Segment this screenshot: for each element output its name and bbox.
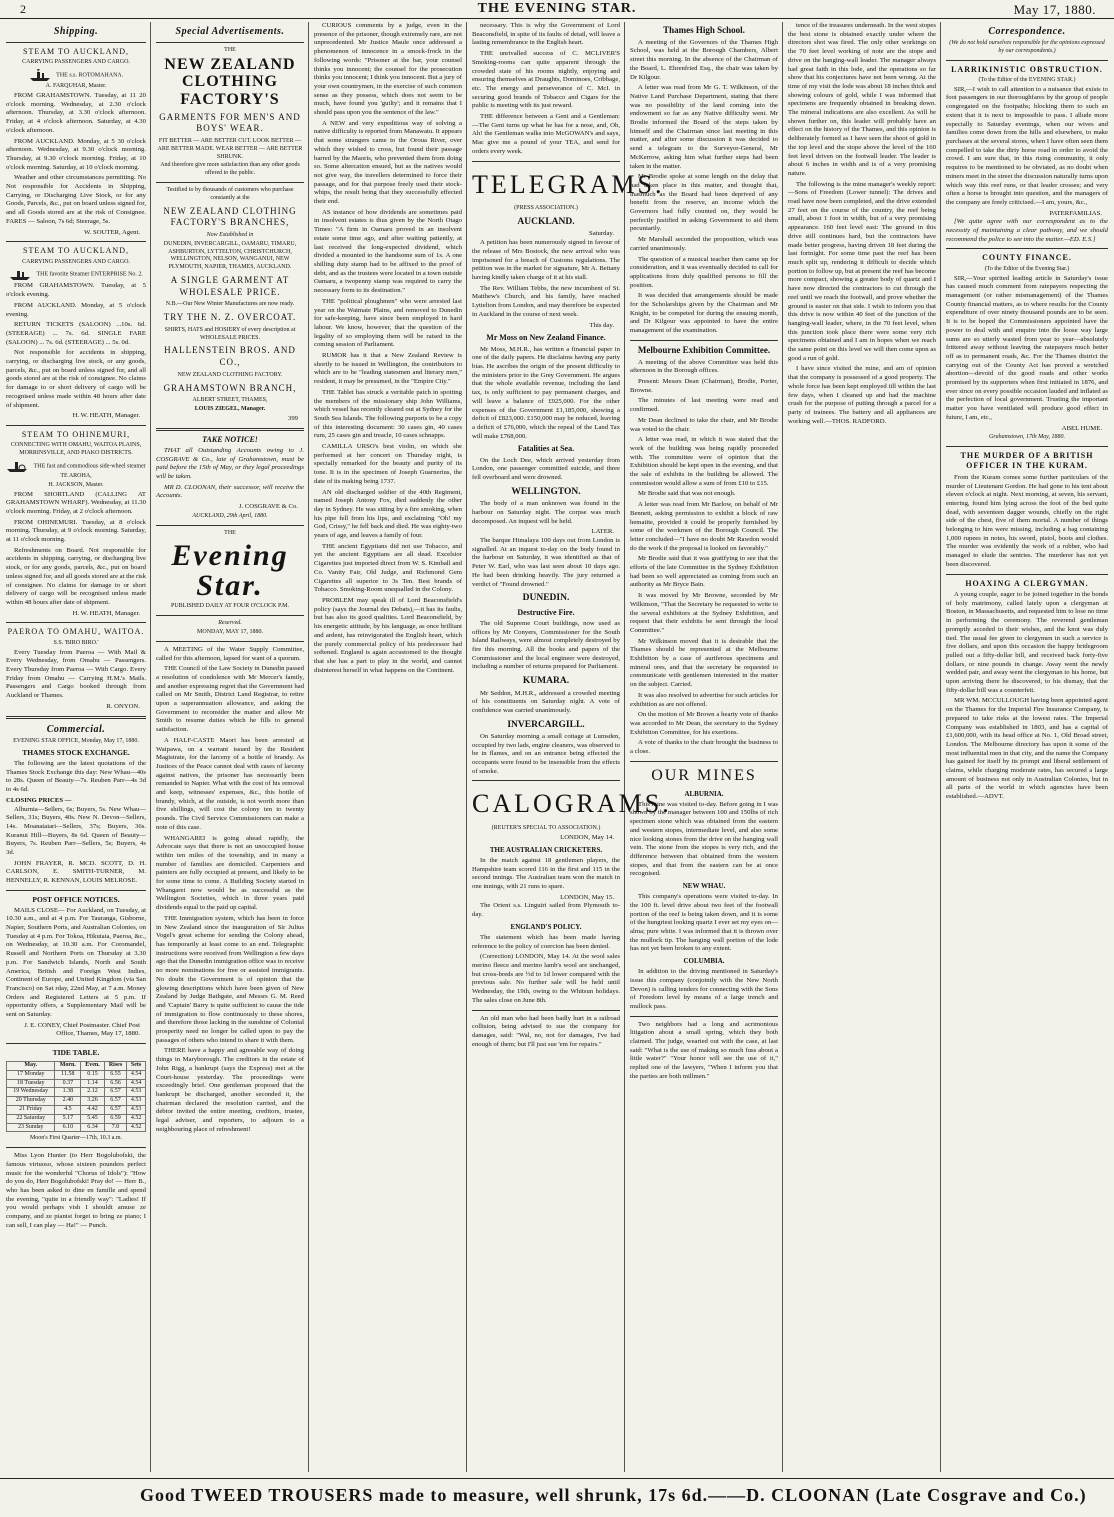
ad-text: ALBERT STREET, THAMES, xyxy=(192,397,268,404)
column-advertisements xyxy=(156,22,304,1470)
closing-prices: Alburnia—Sellers, 6s; Buyers, 5s. New Whau—Sellers, 31s; Buyers, 40s. New N. Devon—Sellers, 14s. Moanataiari—Sellers, 37s; Buyers, 36s. Kuranui Hill—Buyers, 8s 6d. Queen of Beauty—Buyers, 7s. Reuben Parr—Sellers, 5s; Buyers, 4s 3d. xyxy=(6,805,146,857)
dateline: LONDON, May 15. xyxy=(560,893,614,901)
news-paragraph: tence of the treasures underneath. In the west stopes the best stone is obtained exactly under where the directors shot was fired. The only other workings on the 70 feet level working of note are the stope and drive on the hanging-wall leader. The manager always had great faith in this lode, and the operations so far show that his conjectures have not been wrong. At the time of my visit the lode was about 18 inches thick and showing colours of gold, while I was informed that specimens are frequently obtained in breaking down. The mineral indications are also excellent. As will be shown further on, this leader will probably have an effect on the history of the Thames, and this opinion is deliberately formed as I have seen the shoot of gold in the top level and the stope above the level of the 160 feet level driven on the footwall leader. The leader is about 6 inches in width and is of a very promising nature. xyxy=(788,22,936,177)
ad-text: NEW ZEALAND CLOTHING FACTORY. xyxy=(177,371,283,378)
letter-heading: COUNTY FINANCE. xyxy=(982,253,1072,263)
dateline: This day. xyxy=(589,321,614,329)
news-paragraph: Mr Brodie spoke at some length on the delay that had taken place in this matter, and thought that, inasmuch as the Board had been deprived of any benefit from the reserve, an income which the Governors had fully counted on, they would be perfectly justified in asking Government to aid them pecuniarily. xyxy=(630,173,778,233)
tide-col-header: Sets xyxy=(127,1061,146,1070)
ad-branches: NEW ZEALAND CLOTHING FACTORY'S BRANCHES, xyxy=(163,205,297,228)
ship-ad-master: A. FARQUHAR, Master. xyxy=(45,83,107,90)
tide-cell: 17 Monday xyxy=(7,1070,55,1079)
ship-schedule: Every Tuesday from Paeroa — With Mail & Every Wednesday, from Omahu — Passengers. Every Thursday from Paeroa — With Cargo. Every Friday from Omahu — Carrying H.M.'s Mails. Passengers and Cargo booked through from Auckland or Thames. xyxy=(6,648,146,700)
tide-cell: 4.53 xyxy=(127,1088,146,1097)
column-rule xyxy=(624,22,625,1472)
letter-sign: PATERFAMILIAS. xyxy=(1049,209,1102,217)
news-paragraph: A meeting of the Governors of the Thames High School, was held at the Borough Chambers, Albert street this morning. In the absence of the Chairman of the Board, L. Ehrenfried Esq., the chair was taken by Dr Kilgour. xyxy=(630,38,778,81)
tide-cell: 20 Thursday xyxy=(7,1097,55,1106)
ship-agent: H. W. HEATH, Manager. xyxy=(72,609,140,617)
tide-cell: 1.14 xyxy=(81,1079,105,1088)
news-paragraph: It was moved by Mr Browne, seconded by Mr Wilkinson, "That the Secretary be requested to write to the several exhibitors at the Sydney Exhibition, and request that their exhibits be sent through the local Committee." xyxy=(630,592,778,634)
news-paragraph: Two neighbors had a long and acrimonious litigation about a small spring, which they both claimed. The judge, wearied out with the case, at last said: "What is the use of making so much fuss about a little water?" "Your honor will see the use of it," replied one of the lawyers, "When I inform you that the parties are both millmen." xyxy=(630,1020,778,1080)
press-association: (PRESS ASSOCIATION.) xyxy=(514,205,578,212)
sub-heading: Fatalities at Sea. xyxy=(517,444,575,454)
news-paragraph: On the Loch Dee, which arrived yesterday from London, one passenger committed suicide, and three fell overboard and were drowned. xyxy=(472,456,620,482)
tide-cell: 6.57 xyxy=(104,1097,126,1106)
news-paragraph: THE Immigration system, which has been in force in New Zealand since the inauguration of Sir Julius Vogel's great scheme for sending the Colony ahead, has temporarily at least come to an end. Telegraphic instructions were received from Wellington a few days ago that the Dunedin immigration office was to receive no more nominations for free or assisted immigrants. No doubt the Government is of opinion that the glowing descriptions which have been given of New Zealand by Judge Bathgate, and Messrs G. M. Reed and 'Captain' Barry is quite sufficient to cause the tide of immigration to flow continuously to these shores, and therefore those lacking in the sunshine of Colonial prosperity need no longer be called upon to pay the passages of others who intend to share it with them. xyxy=(156,914,304,1044)
steamship-icon xyxy=(29,68,51,82)
advertorial: MR WM. MCCULLOUGH having been appointed agent on the Thames for the Imperial Fire Insurance Company, is prepared to take risks at the lowest rates. The Imperial Company was established in 1803, and has a capital of £1,600,000, with its head office at No. 1, Old Broad street, London. The Melbourne directory has upon it some of the most influential men in that city, and the name the Company has gained for itself by its prompt and liberal settlement of claims, while charging moderate rates, has secured a large amount of business not only in Australian Colonies, but in all parts of the world in which agencies have been established.—ADVT. xyxy=(946,697,1108,801)
divider xyxy=(6,1043,146,1044)
ad-hallenstein: HALLENSTEIN BROS. AND CO., xyxy=(164,345,296,368)
divider xyxy=(156,525,304,526)
broker-list: JOHN FRAYER, R. MCD. SCOTT, D. H. CARLSON, E. SMITH-TURNER, M. HENNELLY, R. KENNAN, LOUIS MELROSE. xyxy=(6,859,146,885)
tide-cell: 6.55 xyxy=(104,1070,126,1079)
tide-cell: 18 Tuesday xyxy=(7,1079,55,1088)
news-paragraph: Present: Messrs Dean (Chairman), Brodie, Porter, Browne. xyxy=(630,377,778,394)
place-heading: KUMARA. xyxy=(522,676,570,687)
news-paragraph: A meeting of the above Committee was held this afternoon in the Borough offices. xyxy=(630,358,778,375)
ship-agent: W. SOUTER, Agent. xyxy=(83,228,140,236)
news-paragraph: A young couple, eager to be joined together in the bonds of holy matrimony, called lately upon a clergyman at Boston, in Massachusetts, and requested him to lose no time in performing the ceremony. The reverend gentleman promptly acceded to their wishes, and the knot was duly tied. The usual fee given to clergymen in such a service is five dollars, and upon this occasion the happy bridegroom pulled out a fifty-dollar bill, and received back forty-five dollars, or nine pounds in change. Away went the newly wedded pair, and away went the clergyman to his home, but upon arriving there he discovered, to his dismay, that the fifty-dollar bill was a counterfeit. xyxy=(946,590,1108,694)
telegrams-heading: TELEGRAMS. xyxy=(472,169,665,199)
tide-col-header: Even. xyxy=(81,1061,105,1070)
tide-cell: 6.59 xyxy=(104,1114,126,1123)
place-heading: AUCKLAND. xyxy=(517,217,575,228)
divider xyxy=(156,641,304,642)
place-heading: WELLINGTON. xyxy=(511,486,581,497)
news-paragraph: THE "political ploughmen" who were arrested last year on the Waimate Plains, and removed to Dunedin for safe-keeping, have since been employed in hard labour. We know, however, that the question of the legality of so employing them will be raised in the coming session of Parliament. xyxy=(314,297,462,349)
divider xyxy=(6,890,146,891)
tide-cell: 22 Saturday xyxy=(7,1114,55,1123)
news-paragraph: The Orient s.s. Linguiri sailed from Plymouth to-day. xyxy=(472,902,620,919)
column-rule xyxy=(308,22,309,1472)
ad-manager: LOUIS ZIEGEL, Manager. xyxy=(194,406,266,412)
place-heading: INVERCARGILL. xyxy=(507,719,585,730)
news-paragraph: WHANGAREI is going ahead rapidly, the Advocate says that there is not an unoccupied house within ten miles of the township, and in many a number of families are domiciled. Carpenters and painters are fully occupied at present, and likely to be for some time to come. A Building Society started in Whangarei now would be as successful as the Wellington Societies, which in three years paid dividends equal to the paid up capital. xyxy=(156,834,304,912)
ad-towns: DUNEDIN, INVERCARGILL, OAMARU, TIMARU, ASHBURTON, LYTTELTON, CHRISTCHURCH, WELLINGTON, NELSON, WANGANUI, NEW PLYMOUTH, NAPIER, THAMES, AUCKLAND. xyxy=(163,240,297,271)
column-mines-cont xyxy=(788,22,936,1470)
tide-table-row xyxy=(7,1070,146,1079)
news-paragraph: It was decided that arrangements should be made for the Scholarships given by the Chairman and Mr Knight, to be competed for during the ensuing month, and Dr Kilgour was appointed to have the entire management of the examination. xyxy=(630,292,778,335)
news-paragraph: RUMOR has it that a New Zealand Review is shortly to be issued in Wellington, the contributors to which are to be "leading statesmen and literary men," resident, it may be presumed, in the "Empire City." xyxy=(314,352,462,386)
ship-ad-master: H. JACKSON, Master. xyxy=(48,481,104,488)
divider xyxy=(156,615,304,616)
ad-text: And therefore give more satisfaction than any other goods offered to the public. xyxy=(160,162,300,177)
sub-heading: Destructive Fire. xyxy=(517,607,575,617)
ship-agent: H. W. HEATH, Manager. xyxy=(72,412,140,420)
letter-body: SIR,—I wish to call attention to a nuisance that exists to foot passengers in our thoroughfares by the group of people congregated on the footpaths; blocking them to such an extent that it is next to impossible to pass. I allude more especially to Saturday evenings, when our wives and families come down from the hills and elsewhere, to make purchases at the several stores, when I have often seen them compelled to take the dirty horse road in order to avoid the crowd. I am sure that, in this rising community, it only requires to be mentioned to be obviated, as no doubt when miners meet in the street the discussion naturally turns upon which way this reef runs, or that leader crosses; and very often a horse is brought into question, and the managers of the company are freely criticised.—I am, yours, &c., xyxy=(946,85,1108,206)
ship-agent: R. ONYON. xyxy=(106,702,140,710)
punch-anecdote: Miss Lyon Hunter (to Herr Bogolubofski, the famous virtuoso, whose sixteen pounders perfect music for the wonderful "Chorus of Idols"): "How do you do, Herr Bogolubofski! Pray do! — Herr B., who has been asked to dine en famille and spend the evening, "quite in a friendly way": "Ladies! If you would perhaps vish I shouldt amuse ze company, and ze pianist forget to bring ze piano; I can sell, I can play — Ha!" — Punch. xyxy=(6,1152,146,1229)
ship-ad-subtitle: CARRYING PASSENGERS AND CARGO. xyxy=(22,59,130,66)
ad-subtitle: GARMENTS FOR MEN'S AND BOYS' WEAR. xyxy=(159,111,301,134)
steamship-icon xyxy=(9,267,31,281)
divider xyxy=(472,1010,620,1011)
mine-heading: ALBURNIA. xyxy=(684,789,724,798)
ad-features: FIT BETTER — ARE BETTER CUT. LOOK BETTER — ARE BETTER MADE. WEAR BETTER — ARE BETTER SHRUNK. xyxy=(157,137,303,160)
news-paragraph: The Rev. William Tebbs, the new incumbent of St. Matthew's Church, and his family, have reached Lyttelton from London, and may therefore be expected in Auckland in the course of next week. xyxy=(472,284,620,318)
news-paragraph: I have since visited the mine, and am of opinion that the company is possessed of a good property. The whole force has been kept employed till within the last few days, when I cleaned up and had the machine crush for the purpose of putting through a parcel for a party of trainees. The battery and all appliances are working well.—THOS. RADFORD. xyxy=(788,365,936,425)
sub-heading: THE AUSTRALIAN CRICKETERS. xyxy=(489,845,603,854)
tide-note: Moon's First Quarter—17th, 10.3 a.m. xyxy=(29,1135,123,1142)
notice-heading: TAKE NOTICE! xyxy=(202,434,258,444)
tide-table-row xyxy=(7,1088,146,1097)
ship-ad-subtitle: CONNECTING WITH OMAHU, WAITOA PLAINS, MORRINSVILLE, AND PIAKO DISTRICTS. xyxy=(10,442,142,457)
news-paragraph: Mr Brodie said that was not enough. xyxy=(638,490,736,498)
news-paragraph: A letter was read, in which it was stated that the work of the building was being rapidly proceeded with. The committee were of opinion that the Exhibition should be kept open in the evening, and that the sale of exhibits in the building be allowed. The commission would allow a sum of from £10 to £15. xyxy=(630,436,778,487)
divider xyxy=(630,340,778,341)
news-paragraph: On Saturday morning a small cottage at Lumsden, occupied by two lads, engine cleaners, was observed to be in flames, and on an entrance being effected the occupants were found to be insensible from the effects of smoke. xyxy=(472,732,620,775)
divider xyxy=(6,1147,146,1148)
ship-ad-subtitle: CARRYING PASSENGERS AND CARGO. xyxy=(22,258,130,265)
column-correspondence xyxy=(946,22,1108,1470)
tide-cell: 5.45 xyxy=(81,1114,105,1123)
tide-cell: 4.5 xyxy=(55,1105,81,1114)
tide-cell: 6.10 xyxy=(55,1123,81,1132)
news-paragraph: A HALF-CASTE Maori has been arrested at Waipawa, on a warrant issued by the Resident Magistrate, for the larceny of a bottle of brandy. As Justices of the Peace cannot deal with cases of larceny against natives, the prisoner has necessarily been remanded to Napier. What with the cost of his removal and keep, witnesses' expenses, &c., this bottle of brandy, which, at the outside, is not worth more than five shillings, will cost the colony ten to twenty pounds. The Civil Service Commissioners can make a note of this case. xyxy=(156,736,304,831)
article-heading: THE MURDER OF A BRITISH OFFICER IN THE KURAM. xyxy=(960,451,1094,471)
notice-date: AUCKLAND, 29th April, 1880. xyxy=(192,512,268,519)
sub-heading: Mr Moss on New Zealand Finance. xyxy=(486,333,606,343)
newspaper-title: THE EVENING STAR. xyxy=(477,1,637,16)
section-heading-commercial: Commercial. xyxy=(46,723,106,735)
dateline: LATER. xyxy=(591,528,614,536)
section-heading-correspondence: Correspondence. xyxy=(988,26,1066,37)
ship-note: Weather and other circumstances permitting. No Not responsible for Accidents in Shipping, Carrying, or Discharging Live Stock, or for any Goods, Parcels, &c., put on board unless signed for, and all Goods stored are at the risk of Consignee. FARES — Saloon, 7s 6d; Steerage, 5s. xyxy=(6,174,146,225)
notice-text: THAT all Outstanding Accounts owing to J. COSGRAVE & Co., late of Grahamstown, must be paid before the 15th of May, or they legal proceedings will be taken. xyxy=(156,446,304,480)
tide-cell: 6.57 xyxy=(104,1088,126,1097)
column-rule xyxy=(466,22,467,1472)
ship-ad-name: THE s.s. ROTOMAHANA. xyxy=(6,68,146,82)
exchange-heading: THAMES STOCK EXCHANGE. xyxy=(22,748,130,758)
tide-cell: 2.40 xyxy=(55,1097,81,1106)
column-rule xyxy=(150,22,151,1472)
ad-title: NEW ZEALAND CLOTHING FACTORY'S xyxy=(164,55,296,108)
postoffice-heading: POST OFFICE NOTICES. xyxy=(32,894,120,904)
tide-cell: 4.54 xyxy=(127,1070,146,1079)
ship-fares: RETURN TICKETS (SALOON) ...10s. 6d. (STEERAGE) ... 7s. 6d. SINGLE FARE (SALOON) ... 7s. 6d. (STEERAGE) ... 5s. 0d. xyxy=(6,321,146,346)
tide-cell: 6.56 xyxy=(104,1079,126,1088)
ad-the: THE xyxy=(224,47,236,53)
tide-cell: 4.52 xyxy=(127,1123,146,1132)
news-paragraph: AN old discharged soldier of the 40th Regiment, named Joseph Antony Fox, died suddenly the other day in Sydney. He was sitting by a fire smoking, when his pipe fell from his lips, and exclaiming "Oh! my God, Crissy," he fell back and died. He was eighty-two years of age, and leaves a family of four. xyxy=(314,488,462,540)
tide-cell: 5.17 xyxy=(55,1114,81,1123)
news-paragraph: Mr Dean declined to take the chair, and Mr Brodie was voted to the chair. xyxy=(630,416,778,433)
news-paragraph: necessary. This is why the Government of Lord Beaconsfield, in spite of its faults of detail, will leave a lasting remembrance in the English heart. xyxy=(472,22,620,47)
exchange-text: The following are the latest quotations of the Thames Stock Exchange this day: New Whau—40s to 28s. Queen of Beauty—7s. Reuben Parr—4s 3d to 4s 6d. xyxy=(6,760,146,794)
tide-table-heading: TIDE TABLE. xyxy=(52,1048,100,1058)
editor-note: [We quite agree with our correspondent as to the necessity of maintaining a clear pathway, and we should recommend the police to see into the matter.—ED. E.S.] xyxy=(946,218,1108,243)
sub-heading: ENGLAND'S POLICY. xyxy=(510,922,582,931)
tide-cell: 21 Friday xyxy=(7,1105,55,1114)
column-rule xyxy=(782,22,783,1472)
tide-table-row xyxy=(7,1114,146,1123)
tide-cell: 3.26 xyxy=(81,1097,105,1106)
ad-overcoat: TRY THE N. Z. OVERCOAT. xyxy=(163,312,297,323)
news-paragraph: Mr Moss, M.H.R., has written a financial paper in one of the daily papers. He disclaims having any party bias. He ascribes the origin of the present difficulty to the ministers prior to the Grey Government. He argues that the whole available revenue, including the land tax, is only sufficient to pay permanent charges, and will leave a balance of £925,000. For the other expenses of the Government £1,185,000, showing a deficit of £823,000. £150,000 may be reduced, leaving a deficit of £76,000, which the repeal of the Land Tax will make £768,000. xyxy=(472,345,620,440)
news-paragraph: In addition to the driving mentioned in Saturday's issue this company (conjointly with the New North Devon) is calling tenders for connecting with the Sons of Freedom level by means of a large trench and mullock pass. xyxy=(630,968,778,1010)
divider xyxy=(472,161,620,162)
article-heading: HOAXING A CLERGYMAN. xyxy=(965,578,1089,588)
letter-sign: ABEL HUME. xyxy=(1061,424,1102,432)
tide-col-header: May. xyxy=(7,1061,55,1070)
ad-graham: GRAHAMSTOWN BRANCH, xyxy=(163,382,297,393)
closing-heading: CLOSING PRICES — xyxy=(6,796,72,804)
calograms-heading: CALOGRAMS. xyxy=(472,789,672,819)
paper-the: THE xyxy=(224,529,236,536)
letter-to: (To the Editor of the EVENING STAR.) xyxy=(978,76,1076,83)
tide-col-header: Morn. xyxy=(55,1061,81,1070)
tide-cell: 11.58 xyxy=(55,1070,81,1079)
news-paragraph: THE difference between a Gent and a Gentleman: —The Gent turns up what he has for a nose, and, Oh, Ah! the Gentleman walks into McGOWAN's and says, Mac give me a pound of your TEA, and send for orders every week. xyxy=(472,113,620,155)
tide-cell: 6.34 xyxy=(81,1123,105,1132)
tide-cell: 4.53 xyxy=(127,1105,146,1114)
divider xyxy=(6,425,146,426)
divider xyxy=(946,248,1108,249)
tide-cell: 7.0 xyxy=(104,1123,126,1132)
news-paragraph: Mr Seddon, M.H.R., addressed a crowded meeting of his constituents on Saturday night. A vote of confidence was carried unanimously. xyxy=(472,689,620,714)
section-heading-highschool: Thames High School. xyxy=(663,25,745,35)
news-paragraph: (Correction) LONDON, May 14. At the wool sales merino fleece and merino lamb's wool are unchanged, but cross-breds are ½d to 1d lower compared with the previous sale. No further sale will be held until Wednesday, the 19th, owing to the Whitsun holidays. The sales close on June 8th. xyxy=(472,953,620,1004)
news-paragraph: Mr Marshall seconded the proposition, which was carried unanimously. xyxy=(630,236,778,252)
tide-cell: 0.37 xyxy=(55,1079,81,1088)
ad-nb: N.B.—Our New Winter Manufactures are now ready. xyxy=(165,301,295,308)
letter-to: (To the Editor of the Evening Star.) xyxy=(984,265,1070,272)
news-paragraph: This mine was visited to-day. Before going in I was shown by the manager between 100 and 150lbs of rich specimen stone which was obtained from the eastern and western stopes, intermediate level, and also some nice looking stones from the drive on the hanging wall vein. The stone from the stopes is very rich, and the difference between that obtained from the western stopes, and that from the eastern can be at once recognised. xyxy=(630,800,778,878)
news-paragraph: A NEW and very expeditious way of solving a native difficulty is reported from Manawatu. It appears that some strangers came to the Oroua River, over which they wished to cross, but found their passage barred by the Maoris, who prevented them from doing so. Some altercation ensued, but as the natives would not give way, the travellers determined to force their passage, and for that purpose freely used their stock-whips, the result being that they successfully effected their end. xyxy=(314,119,462,206)
tide-col-header: Rises xyxy=(104,1061,126,1070)
news-paragraph: In the match against 18 gentlemen players, the Hampshire team scored 116 in the first and 115 in the second innings. The Australian team won the match in one innings, with 21 runs to spare. xyxy=(472,856,620,890)
dateline: Saturday. xyxy=(588,230,614,238)
divider xyxy=(946,60,1108,61)
postoffice-sign: J. E. CONEY, Chief Postmaster. Chief Post Office, Thames, May 17, 1880. xyxy=(24,1021,140,1038)
news-paragraph: A letter was read from Mr G. T. Wilkinson, of the Native Land Purchase Department, stating that there was no possibility of the land coming into the endowment so far as any Native difficulty went. Mr Brodie informed the Board of the steps taken by himself and the Chairman since last meeting in this matter, and after some discussion it was decided to send a telegram to the Surveyor-General, Mr McKerrow, asking him what further steps had been taken in the matter. xyxy=(630,84,778,170)
paper-nameplate: Evening Star. xyxy=(171,539,289,603)
ship-schedule: FROM SHORTLAND (CALLING AT GRAHAMSTOWN WHARF). Wednesday, at 11.30 o'clock morning. Friday, at 2 o'clock afternoon. xyxy=(6,490,146,515)
ship-note: Not responsible for accidents in shipping, carrying, or discharging live stock, or any goods, parcels, &c., put on board unless signed for, and all goods stored are at the risk of consignee. No claims for damage to or short delivery of cargo will be recognised unless made within 48 hours after date of shipment. xyxy=(6,349,146,409)
ship-ad-title: STEAM TO OHINEMURI, xyxy=(21,429,131,439)
section-heading-exhibition: Melbourne Exhibition Committee. xyxy=(637,344,771,355)
tide-table-header-row xyxy=(7,1061,146,1070)
ship-schedule: FROM GRAHAMSTOWN. Tuesday, at 5 o'clock evening. xyxy=(6,282,146,299)
news-paragraph: From the Kuram comes some further particulars of the murder of Lieutenant Gordon. He had gone to his tent about eleven o'clock at night. Next morning, at seven, his servant, entering, found him lying across the foot of the bed quite dead, with seventeen dagger wounds, chiefly on the right side of the chest, five of them mortal. A number of things belonging to him were missing, including a bag containing 1,000 rupees in notes, his sword, pistol, boots and clothes. The murder was evidently the work of a robber, who had managed to elude the sentries. The murderer has not yet been discovered. xyxy=(946,473,1108,568)
column-local xyxy=(630,22,778,1470)
reuters: (REUTER'S SPECIAL TO ASSOCIATION.) xyxy=(491,825,601,832)
news-paragraph: CAMILLA URSO's best violin, on which she performed at her concert on Thursday night, is specially remarked for the beauty and purity of its tone. It is in the specimen of Joseph Guarnerius, the date of its making being 1737. xyxy=(314,443,462,485)
ship-schedule: FROM OHINEMURI. Tuesday, at 8 o'clock morning. Thursday, at 9 o'clock morning. Saturday, at 11 o'clock morning. xyxy=(6,518,146,544)
letter-heading: LARRIKINISTIC OBSTRUCTION. xyxy=(951,64,1103,74)
tide-cell: 23 Sunday xyxy=(7,1123,55,1132)
tide-cell: 4.54 xyxy=(127,1079,146,1088)
news-paragraph: The barque Himalaya 100 days out from London is signalled. At an inquest to-day on the body found in the harbour on Saturday, it was identified as that of Peter W. Earl, who was last seen about 10 days ago. He had been drinking heavily. The jury returned a verdict of "Found drowned." xyxy=(472,537,620,588)
letter-date: Grahamstown, 17th May, 1880. xyxy=(988,434,1065,441)
divider xyxy=(156,182,304,183)
tide-table-row xyxy=(7,1097,146,1106)
steamship-icon xyxy=(6,459,28,473)
divider xyxy=(946,574,1108,575)
tide-cell: 4.42 xyxy=(81,1105,105,1114)
news-paragraph: On the motion of Mr Brown a hearty vote of thanks was accorded to Mr Dean, the secretary to the Sydney Exhibition Committee, for his exertions. xyxy=(630,711,778,736)
postoffice-text: MAILS CLOSE— For Auckland, on Tuesday, at 10.30 a.m., and at 4 p.m. For Tauranga, Gisborne, Napier, Southern Ports, and Australian Colonies, on Tuesday at 4 p.m. For Tokoa, Hikutaia, Paeroa, &c., on Wednesday, at 10.30 a.m. For Coromandel, Russell and Northern Ports on Thursday at 3.30 p.m. For Sandwich Islands, North and South America, British and Foreign West Indies, Continent of Europe, and United Kingdom (via San Francisco) on Sat rday, 22nd May, at 7 a.m. Money Orders and Registered Letters at 5 p.m. If opportunity offers, a Supplementary Mail will be sent on Saturday. xyxy=(6,906,146,1019)
tide-cell: 4.52 xyxy=(127,1114,146,1123)
divider xyxy=(6,622,146,623)
news-paragraph: The minutes of last meeting were read and confirmed. xyxy=(630,397,778,414)
column-shipping xyxy=(6,22,146,1470)
divider xyxy=(630,761,778,762)
news-paragraph: It was also resolved to advertise for such articles for exhibition as are not offered. xyxy=(630,691,778,708)
ship-schedule: FROM AUCKLAND. Monday, at 5 30 o'clock afternoon. Wednesday, at 9.30 o'clock morning. Thursday, at 9.30 o'clock morning. Friday, at 10 o'clock morning. Saturday, at 10 o'clock morning. xyxy=(6,137,146,171)
divider xyxy=(630,1016,778,1017)
commercial-dateline: EVENING STAR OFFICE, Monday, May 17, 1880. xyxy=(13,737,139,744)
ship-ad-title: PAEROA TO OMAHU, WAITOA. xyxy=(7,627,145,637)
ship-ad-title: STEAM TO AUCKLAND, xyxy=(23,47,129,56)
column-telegrams xyxy=(472,22,672,1470)
divider xyxy=(156,428,304,431)
tide-cell: 2.12 xyxy=(81,1088,105,1097)
issue-date: May 17, 1880. xyxy=(1013,2,1096,17)
editorial-date: MONDAY, MAY 17, 1880. xyxy=(197,629,263,635)
ad-single: A SINGLE GARMENT AT WHOLESALE PRICE. xyxy=(170,274,290,297)
tide-table-row xyxy=(7,1105,146,1114)
notice-text: MR D. CLOONAN, their successor, will receive the Accounts. xyxy=(156,483,304,500)
news-paragraph: A MEETING of the Water Supply Committee, called for this afternoon, lapsed for want of a quorum. xyxy=(156,645,304,662)
ship-ad-name: THE favorite Steamer ENTERPRISE No. 2. xyxy=(6,267,146,281)
place-heading: DUNEDIN. xyxy=(522,593,570,604)
dateline: LONDON, May 14. xyxy=(560,834,614,842)
news-paragraph: THE Tablet has struck a veritable patch in spotting the members of the missionary ship John Williams, which vessel has recently cleared out at Sydney for the South Sea Islands. The following purports to be a copy of this interesting document: 30 cases gin, 40 cases rum, 25 cases gin and treacle, 10 cases schnapps. xyxy=(314,388,462,440)
notice-sign: J. COSGRAVE & Co. xyxy=(238,503,298,511)
news-paragraph: Mr Wilkinson moved that it is desirable that the Thames should be represented at the Melbourne Exhibition by a case of auriferous specimens and mineral ores, and that the secretary be requested to communicate with gentlemen interested in the matter on the subject. Carried. xyxy=(630,637,778,689)
clothing-factory-ad xyxy=(156,47,304,424)
divider xyxy=(6,241,146,242)
corr-note: (We do not hold ourselves responsible for the opinions expressed by our correspondents.) xyxy=(949,40,1105,54)
footer-ad-text: Good TWEED TROUSERS made to measure, well shrunk, 17s 6d.——D. CLOONAN (Late Cosgrave and Co.) xyxy=(140,1485,1087,1505)
tide-cell: 4.53 xyxy=(127,1097,146,1106)
mine-heading: COLUMBIA. xyxy=(683,957,725,966)
news-paragraph: The following is the mine manager's weekly report:—Sons of Freedom (Lower tunnel): The drives and road have now been completed, and the drive extended 27 feet on the course of the country, the reef being small, about 1 foot in width, but of a very promising appearance. 160 feet level east: The ground in this drive still continues hard, but the contractors have made better progress, having driven 18 feet during the last fortnight. For some time past the reef has been much split up, rendering it difficult to decide which portion to follow up, but at present the reef has become more compact, showing a greater body of quartz and I have now directed the contractors to cut through the reef until we reach the footwall, and prove whether the ground is easier on that side. I wish to inform you that this drive is now within 40 feet of the junction of the hanging-wall leader, where, in the 70 feet level, when this junction took place there were some very rich specimens obtained and I am in hopes when we reach the same point on this level we will then come upon as good a run of gold. xyxy=(788,180,937,362)
tide-table-row xyxy=(7,1079,146,1088)
ship-schedule: FROM AUCKLAND. Monday, at 5 o'clock evening. xyxy=(6,301,146,318)
news-paragraph: A petition has been numerously signed in favour of the release of Mrs Bostock, the new arrival who was imprisoned for a breach of Customs regulations. The petition was in the market for signature, Mr A. Bettany having kindly taken charge of it at his stall. xyxy=(472,239,620,281)
news-paragraph: THE Council of the Law Society in Dunedin passed a resolution of condolence with Mr Mercer's family, and another expressing regret that the Government had called on Mr Smith, District Land Registrar, to retire upon a superannuation allowance, and asking the Government to reconsider the matter and allow Mr Smith to resume duties which he fills to general satisfaction. xyxy=(156,665,304,734)
news-paragraph: THE ancient Egyptians did not use Tobacco, and yet the ancient Egyptians are all dead. Excelsior Cigarettes just imported direct from W. S. Kimball and Co. Vanity Fair, Old Judge, and Richmond Gem Cigarettes all superior to 3s Ten. Best brands of Tobacco. Smoking-Room unequalled in the Colony. xyxy=(314,542,462,594)
tide-table-body xyxy=(7,1070,146,1132)
tide-cell: 19 Wednesday xyxy=(7,1088,55,1097)
ship-schedule: FROM GRAHAMSTOWN. Tuesday, at 11 20 o'clock morning. Wednesday, at 2.30 o'clock afternoon. Thursday, at 3.30 o'clock afternoon. Friday, at 4 o'clock afternoon. Saturday, at 4.30 o'clock afternoon. xyxy=(6,91,146,134)
news-paragraph: The statement which has been made having reference to the policy of coercion has been denied. xyxy=(472,933,620,950)
paper-published: PUBLISHED DAILY AT FOUR O'CLOCK P.M. xyxy=(171,603,289,610)
divider xyxy=(472,780,620,781)
news-paragraph: PROBLEM may speak ill of Lord Beaconsfield's policy (says the Journal des Debats),—it has its faults, but has also its good qualities. Lord Beaconsfield, by his energetic attitude, by his language, as once brilliant and ardent, has reinvigorated the English heart, which the purely commercial policy of his predecessor had softened. England is again accustomed to the thought that she has a part to play in the world, and cannot disinterest herself in what happens on the Continent. xyxy=(314,597,462,674)
ad-text: Testified to by thousands of customers who purchase constantly at the xyxy=(166,186,294,201)
news-paragraph: A vote of thanks to the chair brought the business to a close. xyxy=(630,739,778,756)
section-heading-mines: OUR MINES xyxy=(651,766,757,784)
tide-cell: 0.15 xyxy=(81,1070,105,1079)
news-paragraph: The old Supreme Court buildings, now used as offices by Mr Conyers, Commissioner for the South Island Railways, were almost completely destroyed by fire this morning. All the books and papers of the Commissioner and the local engineer were destroyed, including a number of returns prepared for Parliament. xyxy=(472,619,620,671)
tide-table-row xyxy=(7,1123,146,1132)
section-heading-shipping: Shipping. xyxy=(53,26,99,37)
reserved: Reserved. xyxy=(218,620,242,627)
news-paragraph: A letter was read from Mr Barlow, on behalf of Mr Bennett, asking permission to exhibit a block of raw hematite, provided it could be properly furnished by some of the workmen of the Borough Council. The letter concluded—"I have no doubt Mr Rawdon would do the work if the proposal is looked on favorably." xyxy=(630,501,778,552)
column-news-3 xyxy=(314,22,462,1470)
news-paragraph: The question of a musical teacher then came up for consideration, and it was eventually decided to call for applications from duly qualified persons to fill the position. xyxy=(630,255,778,289)
footer-ad xyxy=(0,1478,1114,1509)
mine-heading: NEW WHAU. xyxy=(682,882,726,891)
ad-number: 399 xyxy=(287,414,298,422)
tide-cell: 1.38 xyxy=(55,1088,81,1097)
masthead xyxy=(0,0,1114,19)
tide-cell: 6.57 xyxy=(104,1105,126,1114)
news-paragraph: THE unrivalled success of C. MCLIVER'S Smoking-rooms can quite apparent through the crowded state of his rooms nightly, enjoying and ensuring themselves at Draughts, Dominoes, Cribbage, etc. The energy and perseverance of C. McI. in securing good brands of Tobacco and Cigars for the public is meeting with its just reward. xyxy=(472,50,620,110)
ship-ad-name: S.S. 'BIRO BIRO.' xyxy=(53,639,99,646)
section-heading-special: Special Advertisements. xyxy=(175,26,285,37)
ship-ad-title: STEAM TO AUCKLAND, xyxy=(23,246,129,256)
ship-ad-name: THE fast and commodious side-wheel steamer TE AROHA, xyxy=(6,459,146,481)
divider xyxy=(6,716,146,719)
news-paragraph: THERE have a happy and agreeable way of doing things in Maryborough. The creditors in the estate of John Rigg, a bankrupt (says the Express) met at the Court-house yesterday. The proceedings were exceedingly brief. One gentleman proposed that the bankrupt be discharged, another seconded it, the chairman declared the resolution carried, and the debtor invited the entire meeting, creditors, trustee, legal adviser, and reporters, to adjourn to a neighbouring place of refreshment! xyxy=(156,1047,304,1133)
tide-table xyxy=(6,1061,146,1132)
ship-note: Refreshments on Board. Not responsible for accidents in shipping, carrying, or discharging live stock, or for any goods, parcels, &c., put on board unless signed for, and all goods stored are at the risk of consignee. No claims for damage to or short delivery of cargo will be recognised unless made within 48 hours after date of shipment. xyxy=(6,546,146,606)
news-paragraph: AS instance of how dividends are sometimes paid in insolvent estates is thus given by the North Otago Times: "A firm in Oamaru proved in an insolvent estate some time ago, and after waiting patiently, at last received the long-expected dividend, which divided a mounted to the handsome sum of 1s. A one shilling duty stamp had to be affixed to the proof of debt, and as the trustees were located in a town outside Oamaru, a twopenny stamp was required to carry the necessary form to its destination." xyxy=(314,208,462,295)
news-paragraph: The body of a man unknown was found in the harbour on Saturday night. The corpse was much decomposed. An inquest will be held. xyxy=(472,500,620,525)
news-paragraph: CURIOUS comments by a judge, even in the presence of the prisoner, though extremely rare, are not unprecedented. Mr Justice Maule once addressed a phenomenon of innocence in a smock-frock in the following words: "Prisoner at the bar, your counsel thinks you innocent; the counsel for the prosecution thinks you innocent; I think you innocent. But a jury of your own countrymen, in the exercise of such common sense as they possess, which does not seem to be much, have found you 'guilty'; and it remains that I should pass upon you the sentence of the law." xyxy=(314,22,462,117)
ad-shirts: SHIRTS, HATS and HOSIERY of every description at WHOLESALE PRICES. xyxy=(164,326,296,341)
ad-text: Now Established in xyxy=(206,231,254,238)
letter-body: SIR,—Your spirited leading article in Saturday's issue has caused much comment from ratepayers respecting the management (or rather mismanagement) of the Thames County financial matters, as to where results for the County expenditure of over ninety thousand pounds are to be seen. It is to be hoped the Commissioners appointed have the power to deal with and enquire into the loose way large sums are so utterly wasted from year to year—absolutely frittered away without leaving the ratepayers much better off as to permanent roads, &c. For the Thames district the carrying out of the County Act has proved a wretched abortion—devoid of the good roads and other works promised by its supporters when first initiated in 1876, and ever since on every possible occasion lauded and inflated as the perfection of local government. Trusting the important matter you have ventilated will produce good effect in future, I am, etc., xyxy=(946,274,1108,421)
news-paragraph: This company's operations were visited to-day. In the 100 ft. level drive about two feet of the footwall portion of the reef is being taken down, and it is some of the hungriest looking quartz I ever set my eyes on—alma; pure white. I was informed that it is thrown over the mullock tip. The hanging wall portion of the lode has not yet been broken to any extent. xyxy=(630,893,778,953)
news-paragraph: An old man who had been badly hurt in a railroad collision, being advised to sue the company for damages, said: "Wal, no, not for damages, I've had enough of them; but I'll just sue 'em for repairs." xyxy=(472,1014,620,1048)
divider xyxy=(156,42,304,43)
page-number: 2 xyxy=(20,2,27,16)
column-rule xyxy=(940,22,941,1472)
news-paragraph: Mr Brodie said that it was gratifying to see that the efforts of the late Committee in the Sydney Exhibition had been so well appreciated as coming from such an authority as Mr Bryce Bain. xyxy=(630,555,778,589)
divider xyxy=(946,446,1108,447)
divider xyxy=(6,42,146,43)
